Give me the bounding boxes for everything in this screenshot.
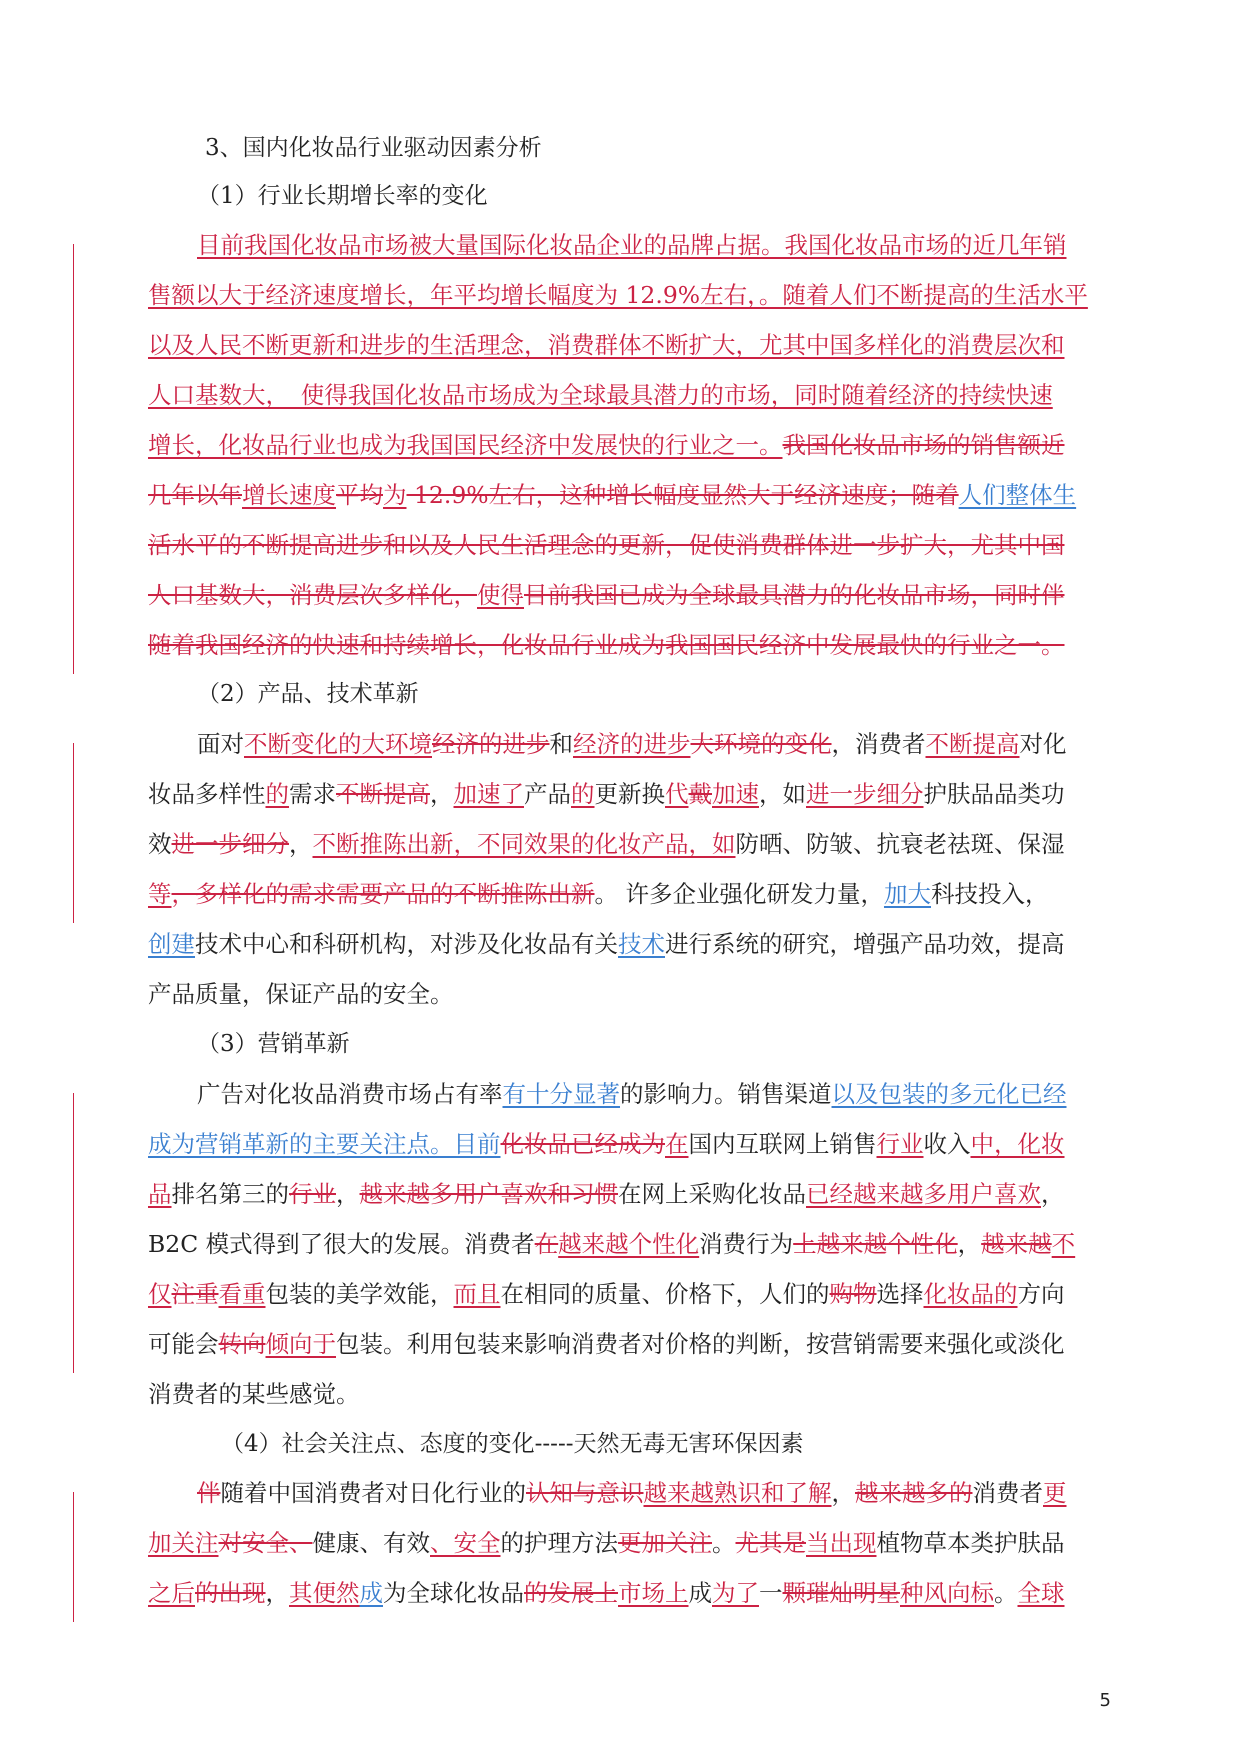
- body-text: 方向: [1017, 1280, 1065, 1308]
- body-text: 效: [148, 830, 172, 858]
- body-text: ，: [831, 1479, 855, 1507]
- page-number: 5: [1099, 1690, 1111, 1711]
- inserted-text: 增长，化妆品行业也成为我国国民经济中发展快的行业之一。: [148, 431, 783, 459]
- inserted-text: 倾向于: [265, 1330, 336, 1358]
- text-line: [148, 480, 1076, 510]
- text-line: [148, 380, 1053, 410]
- inserted-text: 不断推陈出新，不同效果的化妆产品，如: [312, 830, 736, 858]
- deleted-text: 更加关注: [618, 1529, 712, 1557]
- inserted-text: 而且: [453, 1280, 501, 1308]
- inserted-text: 加大: [883, 880, 931, 908]
- body-text: 的影响力。销售渠道: [620, 1080, 832, 1108]
- body-text: 为全球化妆品: [383, 1579, 524, 1607]
- inserted-text: 之后: [148, 1579, 195, 1607]
- deleted-text: 随着我国经济的快速和持续增长，化妆品行业成为我国国民经济中发展最快的行业之一。: [148, 631, 1065, 659]
- change-bar-paragraph-1: [73, 244, 74, 674]
- deleted-text: 颗璀灿明星: [782, 1579, 900, 1607]
- inserted-text: 加速: [712, 780, 759, 808]
- deleted-text: 化妆品已经成为: [500, 1130, 665, 1158]
- body-text: ，: [265, 1579, 289, 1607]
- deleted-text: 转向: [218, 1330, 266, 1358]
- inserted-text: 加速了: [453, 780, 524, 808]
- inserted-text: 越来越熟识和了解: [643, 1479, 832, 1507]
- text-line: [148, 530, 1065, 560]
- inserted-text: 等: [148, 880, 172, 908]
- inserted-text: 有十分显著: [502, 1080, 620, 1108]
- text-line: [148, 430, 1065, 460]
- inserted-text: 以及人民不断更新和进步的生活理念，消费群体不断扩大，尤其中国多样化的消费层次和: [148, 331, 1065, 359]
- text-line: [148, 829, 1065, 859]
- deleted-text: 大环境的变化: [690, 730, 832, 758]
- inserted-text: 增长速度: [242, 481, 336, 509]
- section-heading: [197, 1029, 350, 1059]
- body-text: ，消费者: [831, 730, 926, 758]
- body-text: 消费者: [972, 1479, 1043, 1507]
- body-text: 更新换: [594, 780, 665, 808]
- inserted-text: 的: [571, 780, 595, 808]
- inserted-text: 目前我国化妆品市场被大量国际化妆品企业的品牌占据。我国化妆品市场的近几年销: [197, 231, 1067, 259]
- inserted-text: 不: [1051, 1230, 1076, 1258]
- inserted-text: 加关注: [148, 1529, 219, 1557]
- body-text: （4）社会关注点、态度的变化-----天然无毒无害环保因素: [221, 1431, 804, 1457]
- text-line: [197, 230, 1067, 260]
- text-line: [148, 979, 454, 1009]
- deleted-text: 越来越多的: [855, 1479, 973, 1507]
- text-line: [148, 1578, 1065, 1608]
- body-text: 防晒、防皱、抗衰老祛斑、保湿: [735, 830, 1065, 858]
- body-text: 成: [688, 1579, 712, 1607]
- inserted-text: 创建: [148, 930, 195, 958]
- deleted-text: 注重: [171, 1280, 219, 1308]
- inserted-text: 成为营销革新的主要关注点。目前: [148, 1130, 501, 1158]
- text-line: [148, 580, 1065, 610]
- inserted-text: 成: [359, 1579, 383, 1607]
- inserted-text: 人口基数大， 使得我国化妆品市场成为全球最具潜力的市场，同时随着经济的持续快速: [148, 381, 1053, 409]
- body-text: 科技投入，: [930, 880, 1049, 908]
- inserted-text: 为了: [712, 1579, 759, 1607]
- text-line: [148, 1379, 360, 1409]
- text-line: [148, 1329, 1065, 1359]
- inserted-text: 全球: [1017, 1579, 1065, 1607]
- text-line: [148, 1179, 1065, 1209]
- change-bar-paragraph-2: [73, 743, 74, 923]
- body-text: 健康、有效: [312, 1529, 430, 1557]
- body-text: 排名第三的: [171, 1180, 289, 1208]
- body-text: 选择: [876, 1280, 924, 1308]
- change-bar-paragraph-3: [73, 1093, 74, 1373]
- text-line: [148, 1279, 1065, 1309]
- body-text: ，: [430, 780, 454, 808]
- deleted-text: ，多样化的需求需要产品的不断推陈出新: [171, 880, 595, 908]
- body-text: 收入: [923, 1130, 971, 1158]
- inserted-text: 、安全: [430, 1529, 501, 1557]
- deleted-text: 不断提高: [336, 780, 430, 808]
- body-text: 对化: [1019, 730, 1067, 758]
- body-text: 的护理方法: [500, 1529, 618, 1557]
- inserted-text: 在: [665, 1130, 689, 1158]
- inserted-text: 人们整体生: [958, 481, 1077, 509]
- text-line: [148, 330, 1065, 360]
- inserted-text: 其便然: [289, 1579, 360, 1607]
- deleted-text: 消费层次多样化，: [289, 581, 477, 609]
- deleted-text: 我国化妆品市场的销售额近: [782, 431, 1065, 459]
- body-text: 一: [759, 1579, 783, 1607]
- deleted-text: 越来越: [981, 1230, 1052, 1258]
- inserted-text: 仅: [148, 1280, 172, 1308]
- deleted-text: 人口基数大，: [148, 581, 289, 609]
- section-heading: [205, 133, 542, 163]
- body-text: 进行系统的研究，增强产品功效，提高: [665, 930, 1065, 958]
- deleted-text: 平均: [336, 481, 383, 509]
- deleted-text: 在: [534, 1230, 559, 1258]
- text-line: [197, 1478, 1067, 1508]
- inserted-text: 品: [148, 1180, 172, 1208]
- body-text: 。: [994, 1579, 1018, 1607]
- body-text: 消费者的某些感觉。: [148, 1380, 360, 1408]
- inserted-text: 不断变化的大环境: [244, 730, 432, 758]
- body-text: 可能会: [148, 1330, 219, 1358]
- inserted-text: 市场上: [618, 1579, 689, 1607]
- inserted-text: 使得: [477, 581, 524, 609]
- deleted-text: 对安全、: [218, 1529, 313, 1557]
- inserted-text: 以及包装的多元化已经: [831, 1080, 1067, 1108]
- inserted-text: 中，化妆: [970, 1130, 1065, 1158]
- deleted-text: 进一步细分: [171, 830, 289, 858]
- deleted-text: 和以及人民生活理念的更新，促使消费群体进一步扩大，尤其中国: [383, 531, 1065, 559]
- body-text: 在相同的质量、价格下，人们的: [500, 1280, 830, 1308]
- deleted-text: 几年以年: [148, 481, 242, 509]
- text-line: [148, 879, 1048, 909]
- body-text: ，如: [759, 780, 806, 808]
- section-heading: [221, 1429, 804, 1459]
- deleted-text: 的发展上: [524, 1579, 618, 1607]
- inserted-text: 技术: [618, 930, 665, 958]
- body-text: 妆品多样性: [148, 780, 266, 808]
- deleted-text: 目前我国已成为全球最具潜力的化妆品市场，同时伴: [524, 581, 1065, 609]
- deleted-text: 不断提高进步: [242, 531, 383, 559]
- body-text: 广告对化妆品消费市场占有率: [197, 1080, 503, 1108]
- section-heading: [197, 679, 419, 709]
- body-text: 包装的美学效能，: [265, 1280, 454, 1308]
- inserted-text: 更: [1043, 1479, 1067, 1507]
- text-line: [148, 1229, 1075, 1259]
- body-text: ，: [957, 1230, 982, 1258]
- inserted-text: 当出现: [806, 1529, 877, 1557]
- section-heading: [197, 181, 488, 211]
- body-text: 。 许多企业强化研发力量，: [594, 880, 884, 908]
- body-text: （2）产品、技术革新: [197, 681, 419, 707]
- body-text: 在网上采购化妆品: [618, 1180, 806, 1208]
- inserted-text: 代: [665, 780, 689, 808]
- body-text: 产品: [524, 780, 571, 808]
- body-text: 护肤品品类功: [923, 780, 1065, 808]
- deleted-text: 尤其是: [735, 1529, 806, 1557]
- change-bar-paragraph-4: [73, 1492, 74, 1622]
- deleted-text: 戴: [688, 780, 712, 808]
- deleted-text: 经济的进步: [432, 730, 550, 758]
- body-text: 随着中国消费者对日化行业的: [220, 1479, 526, 1507]
- deleted-text: 伴: [197, 1479, 221, 1507]
- deleted-text: 认知与意识: [526, 1479, 644, 1507]
- body-text: ，: [336, 1180, 360, 1208]
- deleted-text: 越来越多用户喜欢和习惯: [359, 1180, 618, 1208]
- body-text: 需求: [289, 780, 336, 808]
- text-line: [148, 630, 1065, 660]
- text-line: [148, 929, 1065, 959]
- inserted-text: 越来越个性化: [558, 1230, 700, 1258]
- body-text: 产品质量，保证产品的安全。: [148, 980, 454, 1008]
- text-line: [148, 1129, 1065, 1159]
- inserted-text: 化妆品的: [923, 1280, 1018, 1308]
- body-text: 3、国内化妆品行业驱动因素分析: [205, 135, 542, 161]
- inserted-text: 种风向标: [900, 1579, 994, 1607]
- inserted-text: 已经越来越多用户喜欢: [806, 1180, 1041, 1208]
- body-text: 包装。利用包装来影响消费者对价格的判断，按营销需要来强化或淡化: [336, 1330, 1065, 1358]
- inserted-text: 经济的进步: [573, 730, 691, 758]
- deleted-text: 上越来越个性化: [793, 1230, 958, 1258]
- body-text: 和: [549, 730, 573, 758]
- deleted-text: 购物: [829, 1280, 877, 1308]
- inserted-text: 不断提高: [925, 730, 1020, 758]
- body-text: 技术中心和科研机构，对涉及化妆品有关: [195, 930, 618, 958]
- body-text: 国内互联网上销售: [688, 1130, 877, 1158]
- deleted-text: 行业: [289, 1180, 336, 1208]
- body-text: B2C 模式得到了很大的发展。消费者: [148, 1230, 535, 1258]
- body-text: ，: [1041, 1180, 1065, 1208]
- deleted-text: 的出现: [195, 1579, 266, 1607]
- text-line: [197, 729, 1067, 759]
- text-line: [148, 1528, 1065, 1558]
- inserted-text: 看重: [218, 1280, 266, 1308]
- body-text: （1）行业长期增长率的变化: [197, 183, 488, 209]
- inserted-text: 进一步细分: [806, 780, 924, 808]
- body-text: （3）营销革新: [197, 1031, 350, 1057]
- deleted-text: 12.9%左右，这种增长幅度显然大于经济速度；随着: [406, 481, 959, 509]
- text-line: [197, 1079, 1067, 1109]
- body-text: 。: [712, 1529, 736, 1557]
- text-line: [148, 779, 1065, 809]
- body-text: 植物草本类护肤品: [876, 1529, 1065, 1557]
- body-text: 面对: [197, 730, 244, 758]
- text-line: [148, 280, 1088, 310]
- inserted-text: 为: [383, 481, 407, 509]
- inserted-text: 行业: [876, 1130, 924, 1158]
- deleted-text: 活水平的: [148, 531, 242, 559]
- inserted-text: 的: [265, 780, 289, 808]
- body-text: 消费行为: [699, 1230, 794, 1258]
- inserted-text: 售额以大于经济速度增长，年平均增长幅度为 12.9%左右，。随着人们不断提高的生活水平: [148, 281, 1088, 309]
- body-text: ，: [289, 830, 313, 858]
